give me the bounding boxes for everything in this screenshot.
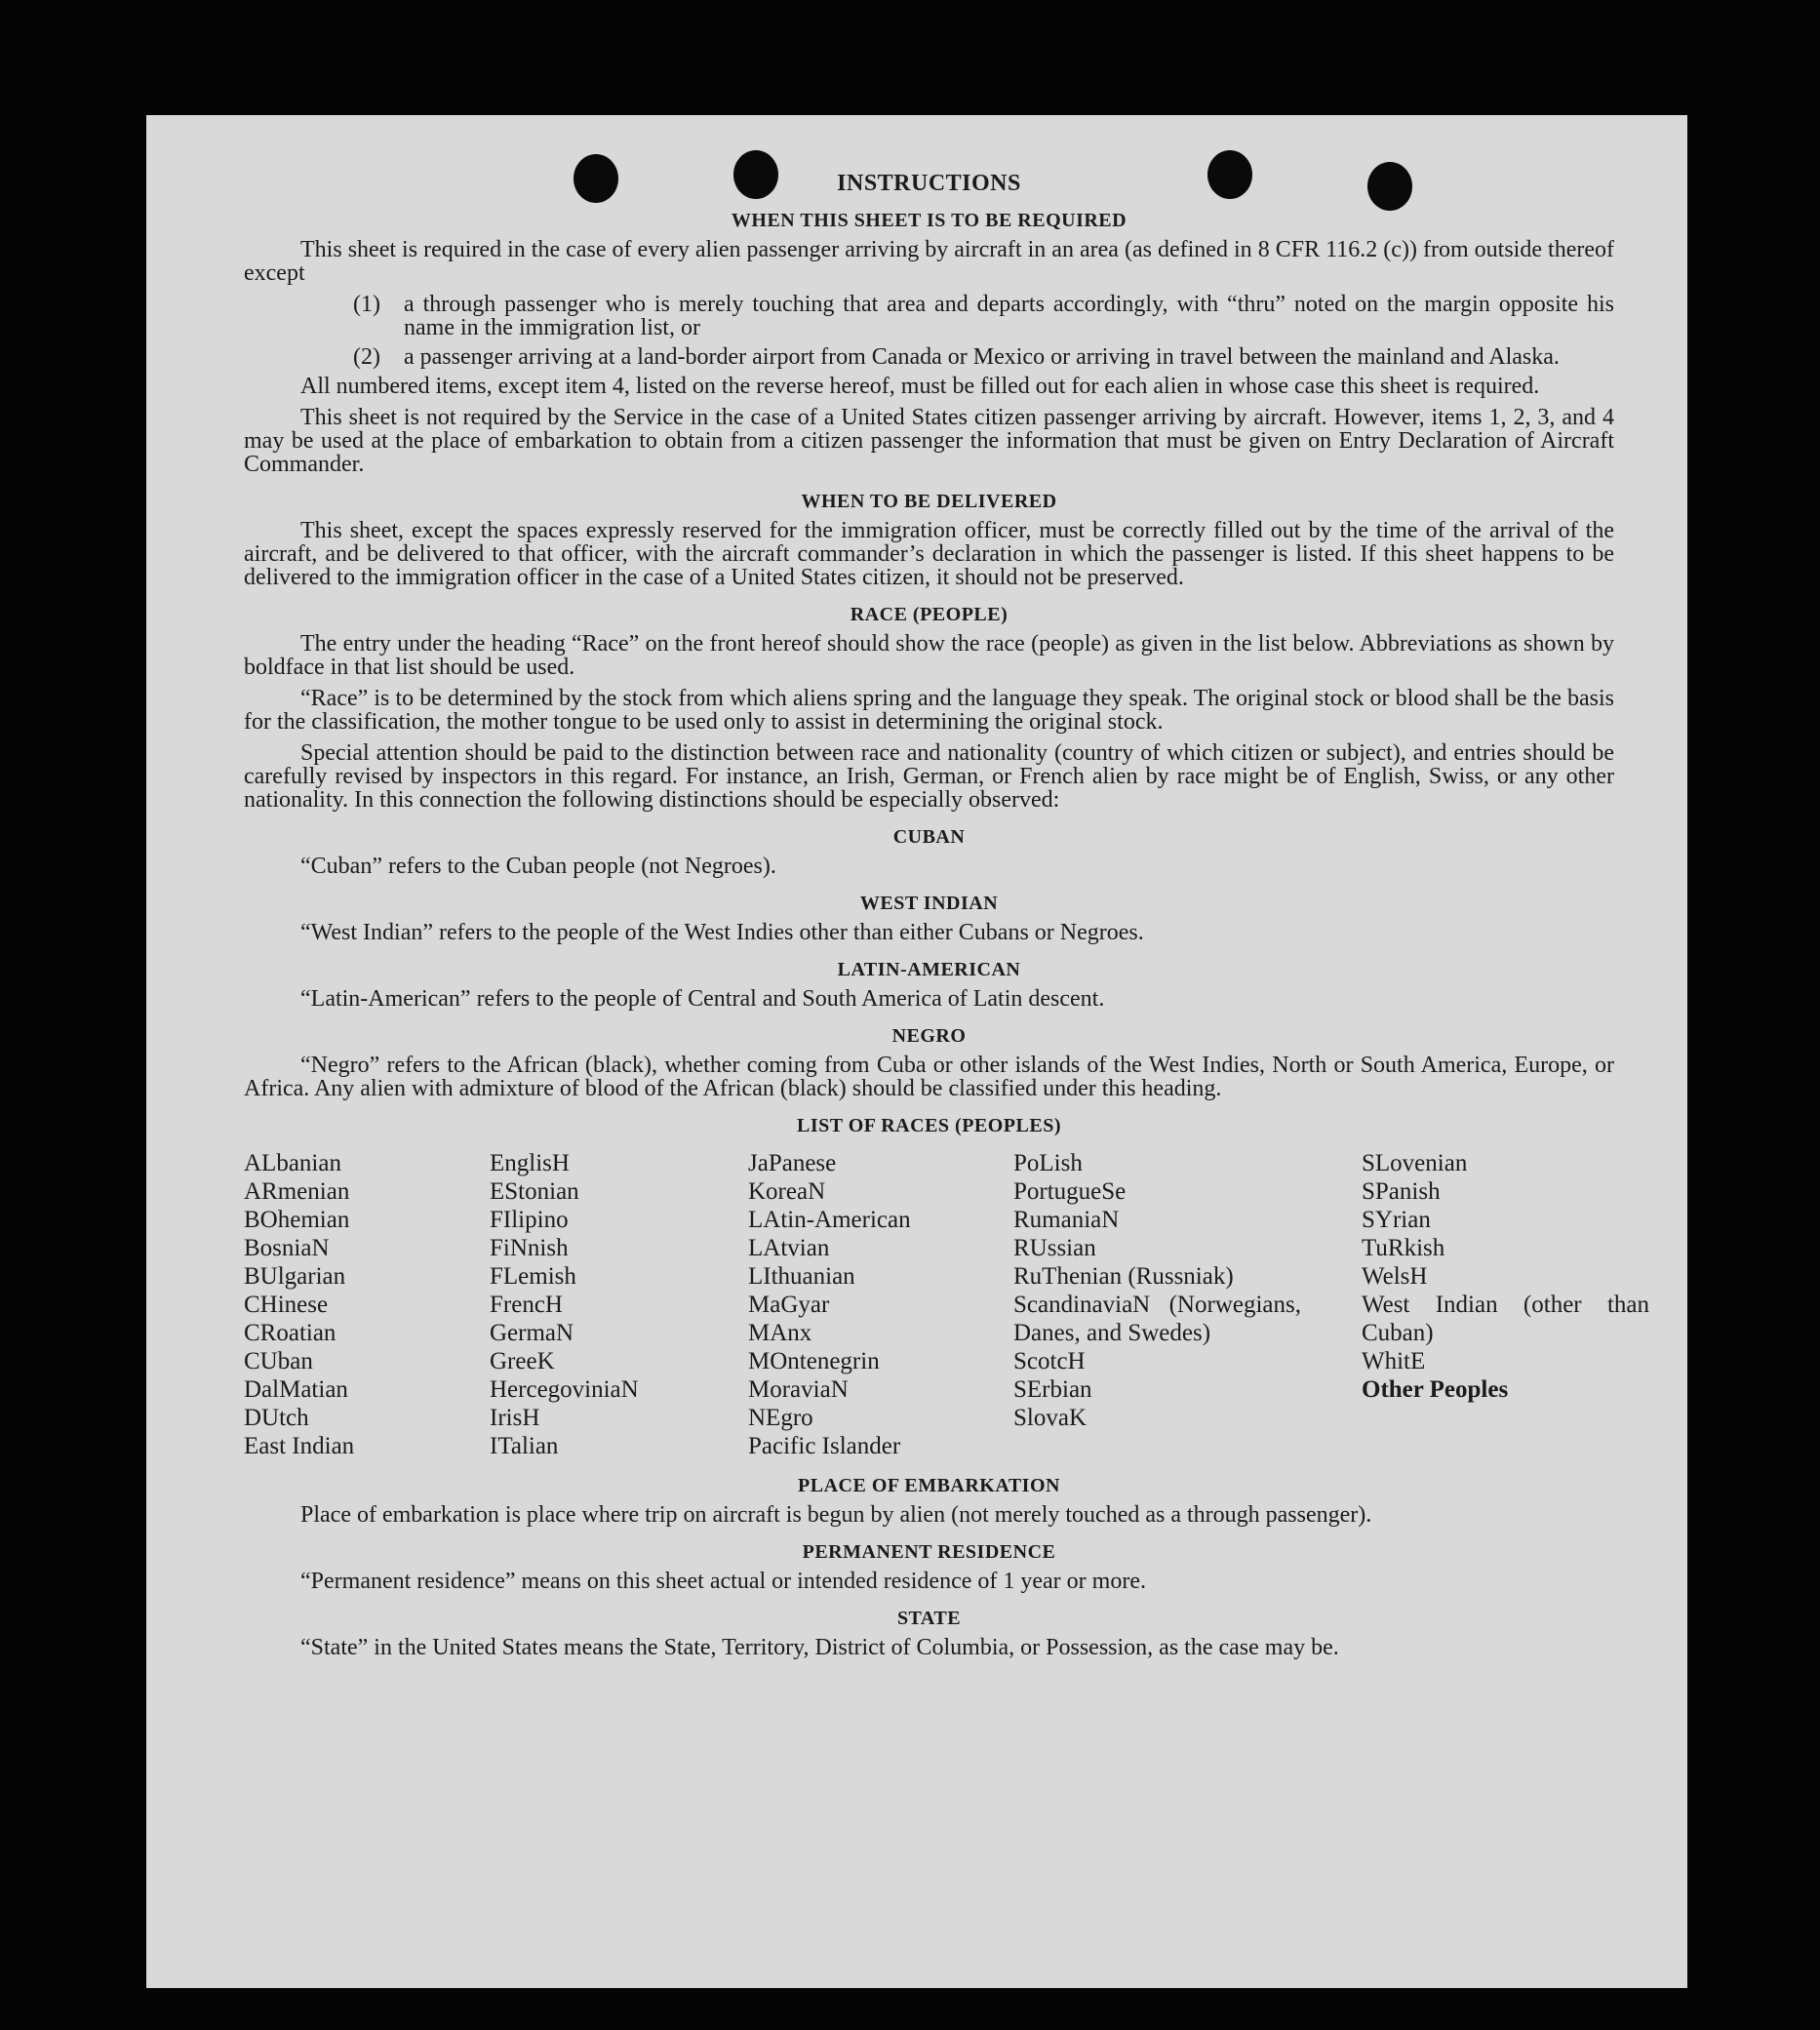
paragraph: “West Indian” refers to the people of the West Indies other than either Cubans or Negroes. bbox=[300, 920, 1144, 945]
race-item: Pacific Islander bbox=[748, 1433, 901, 1459]
document-sheet bbox=[146, 115, 1687, 1988]
race-item: EStonian bbox=[490, 1178, 579, 1205]
race-item: West Indian (other than Cuban) bbox=[1362, 1292, 1649, 1346]
race-item: SlovaK bbox=[1013, 1405, 1087, 1431]
item-number: (2) bbox=[353, 344, 380, 370]
section-heading: WEST INDIAN bbox=[859, 893, 999, 914]
item-number: (1) bbox=[353, 292, 380, 317]
race-item: LAtin-American bbox=[748, 1207, 911, 1233]
section-heading: WHEN TO BE DELIVERED bbox=[801, 491, 1057, 512]
race-item: ALbanian bbox=[244, 1150, 341, 1176]
race-item: FIlipino bbox=[490, 1207, 569, 1233]
race-item: GermaN bbox=[490, 1320, 574, 1346]
race-item: FLemish bbox=[490, 1263, 576, 1290]
section-heading: PERMANENT RESIDENCE bbox=[802, 1541, 1056, 1563]
race-item: EnglisH bbox=[490, 1150, 570, 1176]
item-text: a passenger arriving at a land-border airport from Canada or Mexico or arriving in travel between the mainland and Alaska. bbox=[404, 344, 1560, 370]
race-item: ScotcH bbox=[1013, 1348, 1086, 1374]
race-item: MOntenegrin bbox=[748, 1348, 880, 1374]
race-item: SErbian bbox=[1013, 1376, 1092, 1403]
paragraph: “Latin-American” refers to the people of Central and South America of Latin descent. bbox=[300, 986, 1105, 1012]
race-item: BosniaN bbox=[244, 1235, 330, 1261]
race-item: MaGyar bbox=[748, 1292, 830, 1318]
race-item: TuRkish bbox=[1362, 1235, 1445, 1261]
paragraph: “Negro” refers to the African (black), whether coming from Cuba or other islands of the West Indies, North or South America, Europe, or Africa. Any alien with admixture of blood of the African (black) should be classified under this heading. bbox=[244, 1053, 1614, 1101]
paragraph: Place of embarkation is place where trip on aircraft is begun by alien (not merely touched as a through passenger). bbox=[300, 1502, 1372, 1528]
race-item: PoLish bbox=[1013, 1150, 1083, 1176]
races-column bbox=[1362, 1149, 1649, 1460]
race-item: CUban bbox=[244, 1348, 313, 1374]
paragraph: This sheet is not required by the Service in the case of a United States citizen passenger arriving by aircraft. However, items 1, 2, 3, and 4 may be used at the place of embarkation to obtain from a citizen passenger the information that must be given on Entry Declaration of Aircraft Commander. bbox=[244, 405, 1614, 477]
document-title: INSTRUCTIONS bbox=[837, 171, 1021, 196]
race-item: LAtvian bbox=[748, 1235, 830, 1261]
race-item: CHinese bbox=[244, 1292, 329, 1318]
race-item: DalMatian bbox=[244, 1376, 348, 1403]
race-item: SPanish bbox=[1362, 1178, 1441, 1205]
race-item: RuThenian (Russniak) bbox=[1013, 1263, 1234, 1290]
section-heading: RACE (PEOPLE) bbox=[850, 604, 1009, 625]
race-item: SYrian bbox=[1362, 1207, 1431, 1233]
section-heading: LATIN-AMERICAN bbox=[837, 959, 1021, 980]
section-heading: NEGRO bbox=[891, 1025, 967, 1047]
section-heading: WHEN THIS SHEET IS TO BE REQUIRED bbox=[731, 210, 1128, 231]
race-item: PortugueSe bbox=[1013, 1178, 1127, 1205]
race-item: GreeK bbox=[490, 1348, 555, 1374]
race-item: WhitE bbox=[1362, 1348, 1426, 1374]
paragraph: “State” in the United States means the State, Territory, District of Columbia, or Possession, as the case may be. bbox=[300, 1635, 1339, 1660]
paragraph: This sheet is required in the case of every alien passenger arriving by aircraft in an area (as defined in 8 CFR 116.2 (c)) from outside thereof except bbox=[244, 237, 1614, 286]
races-column bbox=[748, 1149, 1013, 1460]
race-item: FiNnish bbox=[490, 1235, 569, 1261]
race-item: KoreaN bbox=[748, 1178, 826, 1205]
race-item: ITalian bbox=[490, 1433, 559, 1459]
race-item: BOhemian bbox=[244, 1207, 350, 1233]
race-item: Other Peoples bbox=[1362, 1376, 1509, 1403]
paragraph: The entry under the heading “Race” on the front hereof should show the race (people) as given in the list below. Abbreviations as shown by boldface in that list should be used. bbox=[244, 631, 1614, 680]
paragraph: “Race” is to be determined by the stock from which aliens spring and the language they speak. The original stock or blood shall be the basis for the classification, the mother tongue to be used only to assist in determining the original stock. bbox=[244, 686, 1614, 735]
section-heading: CUBAN bbox=[892, 826, 966, 848]
race-item: CRoatian bbox=[244, 1320, 336, 1346]
list-item bbox=[244, 293, 1614, 339]
race-item: DUtch bbox=[244, 1405, 309, 1431]
instructions-content bbox=[244, 171, 1649, 1667]
race-item: IrisH bbox=[490, 1405, 540, 1431]
section-heading: STATE bbox=[896, 1608, 962, 1629]
race-item: ScandinaviaN (Norwegians, Danes, and Swedes) bbox=[1013, 1292, 1301, 1346]
race-item: MAnx bbox=[748, 1320, 812, 1346]
races-column bbox=[1013, 1149, 1362, 1460]
races-column bbox=[490, 1149, 748, 1460]
race-item: SLovenian bbox=[1362, 1150, 1468, 1176]
races-list bbox=[244, 1149, 1649, 1460]
race-item: NEgro bbox=[748, 1405, 813, 1431]
race-item: JaPanese bbox=[748, 1150, 837, 1176]
section-heading: LIST OF RACES (PEOPLES) bbox=[796, 1115, 1061, 1136]
race-item: RUssian bbox=[1013, 1235, 1096, 1261]
race-item: LIthuanian bbox=[748, 1263, 855, 1290]
race-item: MoraviaN bbox=[748, 1376, 849, 1403]
race-item: East Indian bbox=[244, 1433, 355, 1459]
race-item: BUlgarian bbox=[244, 1263, 346, 1290]
races-column bbox=[244, 1149, 490, 1460]
paragraph: All numbered items, except item 4, listed on the reverse hereof, must be filled out for each alien in whose case this sheet is required. bbox=[300, 374, 1540, 399]
paragraph: This sheet, except the spaces expressly reserved for the immigration officer, must be correctly filled out by the time of the arrival of the aircraft, and be delivered to that officer, with the aircraft commander’s declaration in which the passenger is listed. If this sheet happens to be delivered to the immigration officer in the case of a United States citizen, it should not be preserved. bbox=[244, 518, 1614, 590]
section-heading: PLACE OF EMBARKATION bbox=[798, 1475, 1060, 1496]
paragraph: “Cuban” refers to the Cuban people (not Negroes). bbox=[300, 854, 776, 879]
item-text: a through passenger who is merely touching that area and departs accordingly, with “thru” noted on the margin opposite his name in the immigration list, or bbox=[404, 292, 1614, 340]
list-item bbox=[244, 345, 1614, 369]
race-item: RumaniaN bbox=[1013, 1207, 1120, 1233]
race-item: FrencH bbox=[490, 1292, 563, 1318]
paragraph: Special attention should be paid to the distinction between race and nationality (country of which citizen or subject), and entries should be carefully revised by inspectors in this regard. For instance, an Irish, German, or French alien by race might be of English, Swiss, or any other nationality. In this connection the following distinctions should be especially observed: bbox=[244, 740, 1614, 813]
race-item: WelsH bbox=[1362, 1263, 1428, 1290]
paragraph: “Permanent residence” means on this sheet actual or intended residence of 1 year or more. bbox=[300, 1569, 1146, 1594]
race-item: HercegoviniaN bbox=[490, 1376, 639, 1403]
race-item: ARmenian bbox=[244, 1178, 350, 1205]
